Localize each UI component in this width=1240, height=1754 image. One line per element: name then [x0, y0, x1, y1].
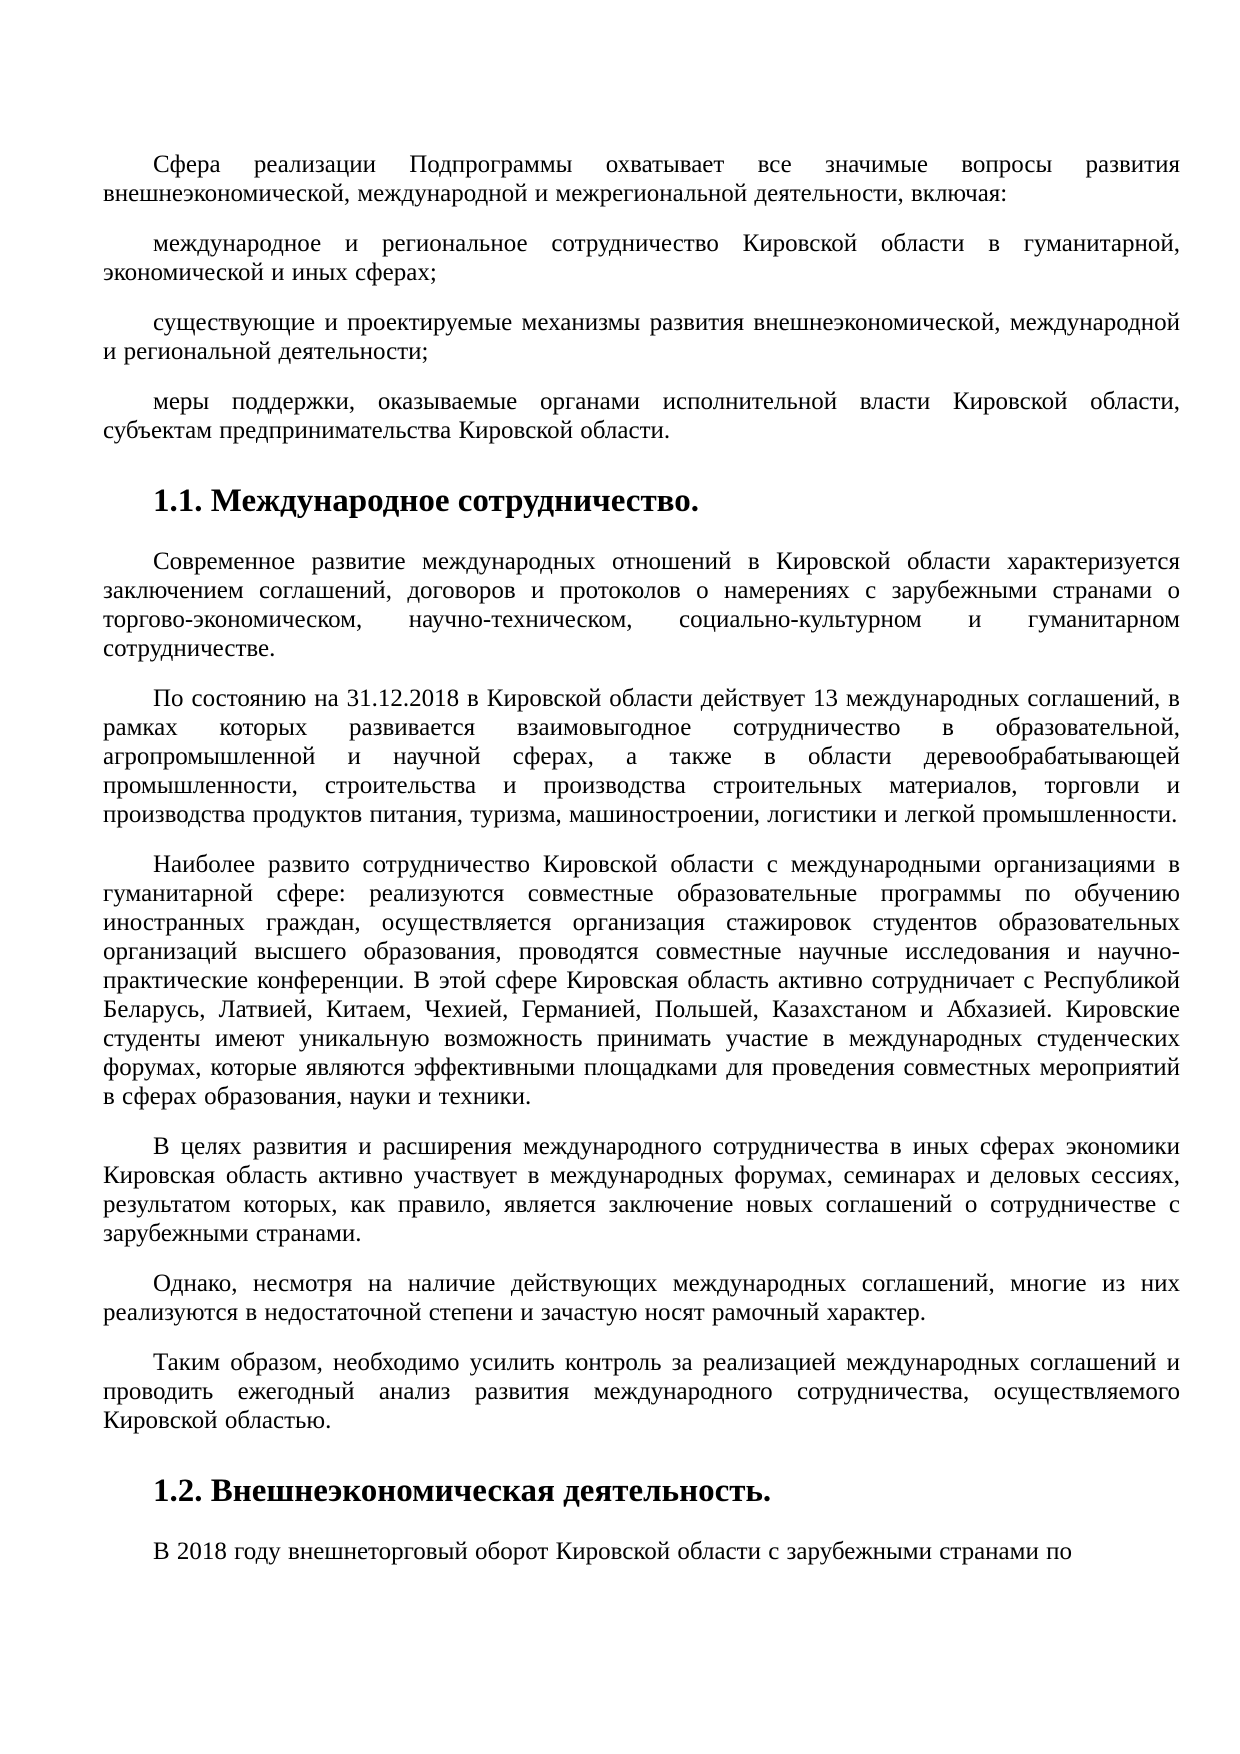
- document-paragraph: международное и региональное сотрудничество Кировской области в гуманитарной, экономической и иных сферах;: [103, 230, 1180, 286]
- document-paragraph: По состоянию на 31.12.2018 в Кировской области действует 13 международных соглашений, в рамках которых развивается взаимовыгодное сотрудничество в образовательной, агропромышленной и научной сферах, а также в области деревообрабатывающей промышленности, строительства и производства строительных материалов, торговли и производства продуктов питания, туризма, машиностроении, логистики и легкой промышленности.: [103, 685, 1180, 828]
- document-paragraph: В целях развития и расширения международного сотрудничества в иных сферах экономики Кировская область активно участвует в международных форумах, семинарах и деловых сессиях, результатом которых, как правило, является заключение новых соглашений о сотрудничестве с зарубежными странами.: [103, 1133, 1180, 1247]
- document-paragraph: Современное развитие международных отношений в Кировской области характеризуется заключением соглашений, договоров и протоколов о намерениях с зарубежными странами о торгово-экономическом, научно-техническом, социально-культурном и гуманитарном сотрудничестве.: [103, 548, 1180, 662]
- document-paragraph: Таким образом, необходимо усилить контроль за реализацией международных соглашений и проводить ежегодный анализ развития международного сотрудничества, осуществляемого Кировской областью.: [103, 1349, 1180, 1434]
- document-paragraph: Наиболее развито сотрудничество Кировской области с международными организациями в гуманитарной сфере: реализуются совместные образовательные программы по обучению иностранных граждан, осуществляется организация стажировок студентов образовательных организаций высшего образования, проводятся совместные научные исследования и научно-практические конференции. В этой сфере Кировская область активно сотрудничает с Республикой Беларусь, Латвией, Китаем, Чехией, Германией, Польшей, Казахстаном и Абхазией. Кировские студенты имеют уникальную возможность принимать участие в международных студенческих форумах, которые являются эффективными площадками для проведения совместных мероприятий в сферах образования, науки и техники.: [103, 851, 1180, 1110]
- document-paragraph: существующие и проектируемые механизмы развития внешнеэкономической, международной и региональной деятельности;: [103, 309, 1180, 365]
- section-heading: 1.2. Внешнеэкономическая деятельность.: [153, 1473, 772, 1509]
- document-paragraph: Сфера реализации Подпрограммы охватывает все значимые вопросы развития внешнеэкономической, международной и межрегиональной деятельности, включая:: [103, 151, 1180, 207]
- document-body: [103, 150, 1180, 1566]
- document-paragraph: меры поддержки, оказываемые органами исполнительной власти Кировской области, субъектам предпринимательства Кировской области.: [103, 388, 1180, 444]
- document-paragraph: В 2018 году внешнеторговый оборот Кировской области с зарубежными странами по: [153, 1538, 1072, 1565]
- section-heading: 1.1. Международное сотрудничество.: [153, 483, 699, 519]
- document-paragraph: Однако, несмотря на наличие действующих международных соглашений, многие из них реализуются в недостаточной степени и зачастую носят рамочный характер.: [103, 1270, 1180, 1326]
